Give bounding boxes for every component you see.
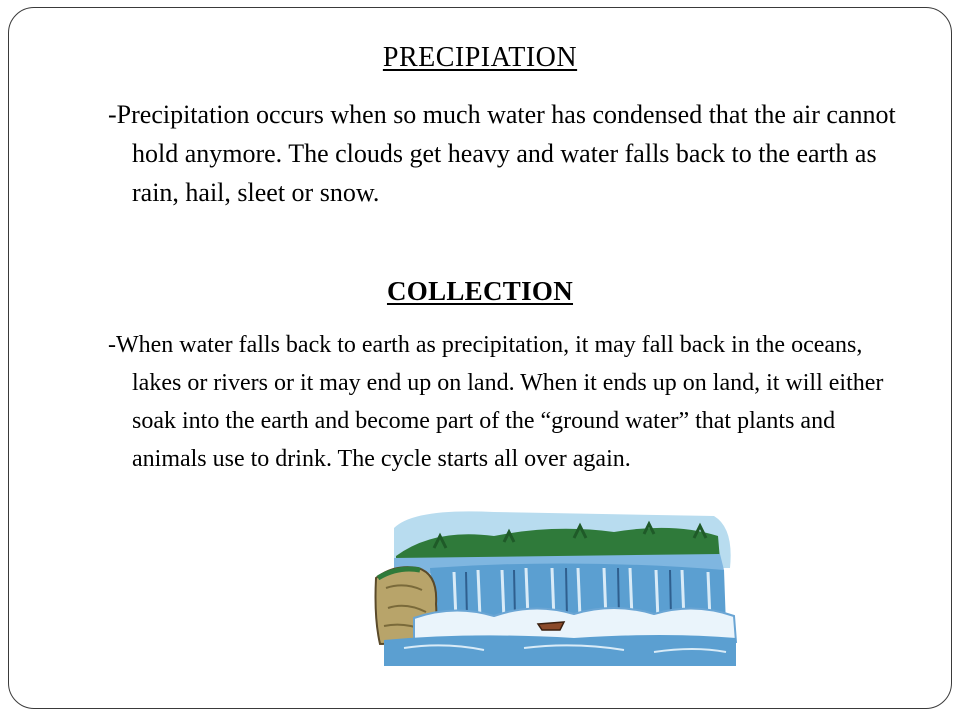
precipitation-heading: PRECIPIATION <box>382 42 578 73</box>
precipitation-paragraph: -Precipitation occurs when so much water has condensed that the air cannot hold anymore. The clouds get heavy and water falls back to the earth as rain, hail, sleet or snow. <box>108 100 896 207</box>
collection-paragraph: -When water falls back to earth as precipitation, it may fall back in the oceans, lakes or rivers or it may end up on land. When it ends up on land, it will either soak into the earth and become part of the “ground water” that plants and animals use to drink. The cycle starts all over again. <box>108 332 884 472</box>
collection-heading: COLLECTION <box>386 276 574 306</box>
waterfall-illustration <box>374 508 740 668</box>
